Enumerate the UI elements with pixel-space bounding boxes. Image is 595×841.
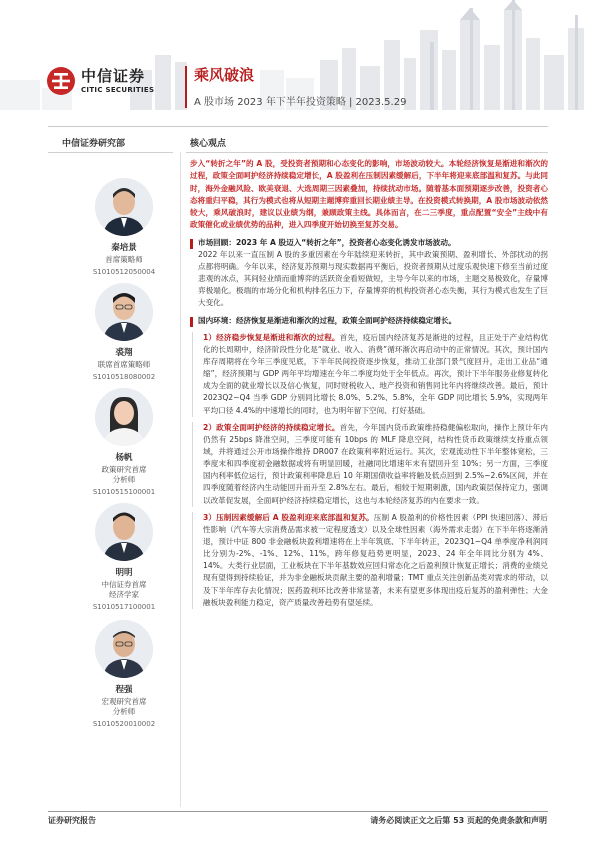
analyst-name: 程强 [115,685,133,695]
header-divider [185,66,187,108]
avatar [95,503,153,561]
avatar [95,178,153,236]
analyst-name: 杨帆 [115,453,133,463]
section-heading: 市场回顾：2023 年 A 股迈入“转折之年”，投资者心态变化诱发市场波动。 [190,237,548,249]
footer-rule [48,811,548,812]
footer-report-type: 证券研究报告 [48,816,96,825]
avatar [95,283,153,341]
section-marker [190,317,193,327]
section-heading: 国内环境：经济恢复是渐进和渐次的过程，政策全面呵护经济持续稳定增长。 [190,315,548,327]
report-subtitle: A 股市场 2023 年下半年投资策略 | 2023.5.29 [194,97,407,108]
core-views-content [190,158,548,609]
avatar [95,388,153,446]
person-icon [95,388,153,446]
section-body: 2022 年以来一直压制 A 股的多重因素在今年陆续迎来转折，其中政策预期、盈利增长、外部扰动的拐点都将明确。今年以来，经济复苏预期与现实数据再平衡后，投资者预期从过度乐观快速下修至当前过度悲观的冰点，其间轻业绩而重博弈的活跃资金看短做短，主导今年以来的市场，主题交易极致化，存量博弈极端化。极端的市场分化和机构排名压力下，存量博弈的机构投资者心态失衡，其行为模式也发生了巨大变化。 [198,249,548,308]
left-heading-rule [48,152,173,153]
analyst-card [70,283,178,381]
analyst-title: 中信证券首席 经济学家 [101,580,147,600]
section-marker [190,239,193,249]
header-rule [48,126,548,127]
subsection-paragraph: 2）政策全面呵护经济的持续稳定增长。首先，今年国内货币政策维持稳健偏松取向，操作上预计年内仍然有 25bps 降准空间，三季度可能有 10bps 的 MLF 降息空间，结构性货币政策继续支持重点领域，并将通过公开市场操作维持 DR007 在政策利率附近运行。其次，宏观流动性下半年整体宽松，三季度末和四季度初金融数据或将有明显回暖，社融同比增速年末有望回升至 10%；另一方面，三季度国内利率低位运行，预计政策利率降息后 10 年期国债收益率将触及低点回到 2.5%~2.6%区间，并在四季度随着经济内生动能回升而升至 2.8%左右。最后，相较于短期刺激，国内政策层保持定力，强调以改革促发展，全面呵护经济持续稳定增长，这也与本轮经济复苏的内在要求一致。 [192,422,548,507]
research-dept-heading: 中信证券研究部 [62,139,126,149]
analyst-name: 明明 [115,568,133,578]
person-icon [95,283,153,341]
analyst-card [70,620,178,728]
analyst-card [70,388,178,496]
core-views-heading: 核心观点 [190,139,227,149]
person-icon [95,503,153,561]
person-icon [95,620,153,678]
analyst-card [70,503,178,611]
summary-paragraph: 步入“转折之年”的 A 股，受投资者预期和心态变化的影响，市场波动较大。本轮经济恢复是渐进和渐次的过程，政策全面呵护经济持续稳定增长，A 股盈利在压制因素缓解后，下半年将迎来底部温和复苏。与此同时，海外金融风险、欧美衰退、大选周期三因素叠加，持续扰动市场。随着基本面预期逐步改善，投资者心态将重归平稳，其行为模式也将从短期主题博弈重回长期业绩主导。在投资模式转换期，A 股市场波动依然较大，乘风破浪时，建议以业绩为纲，兼顾政策主线。具体而言，在二三季度，重点配置“安全”主线中有政策催化或业绩优势的品种，进入四季度开始切换至复苏交易。 [190,159,548,230]
analyst-title: 宏观研究首席 分析师 [101,697,147,717]
analyst-license-id: S1010518080002 [92,373,156,382]
person-icon [95,178,153,236]
analyst-title: 首席策略师 [105,255,143,264]
subsection-paragraph: 1）经济稳步恢复是渐进和渐次的过程。首先，疫后国内经济复苏是渐进的过程，且正处于产业结构优化的长周期中，经济阶段性分化是“就业、收入、消费”循环渐次再启动中的正常情况。其次，预计国内库存周期将在今年三季度见底，下半年民间投资逐步恢复，推动工业部门景气度回升，走出工业品“通缩”，经济预期与 GDP 两年平均增速在今年二季度均处于全年低点。再次，预计下半年服务业修复转化成为全面的就业增长以及信心恢复，同时财税收入、地产投资和销售同比年内将继续改善。最后，预计 2023Q2~Q4 当季 GDP 分别同比增长 8.0%、5.2%、5.8%，全年 GDP 同比增长 5.9%，实现两年平均口径 4.4%的中速增长的同时，也为明年留下空间、打好基础。 [192,332,548,417]
analyst-license-id: S1010512050004 [92,268,156,277]
citic-logo-icon [46,66,76,96]
avatar [95,620,153,678]
analyst-card [70,178,178,276]
report-title: 乘风破浪 [194,66,255,84]
column-divider [180,152,181,807]
analyst-title: 联席首席策略师 [97,360,151,369]
section-market-review [190,237,548,310]
analyst-license-id: S1010515100001 [92,488,156,497]
report-header [0,0,595,118]
right-heading-rule [186,152,548,153]
citic-logo [46,66,154,96]
logo-chinese-name: 中信证券 [81,66,146,85]
analyst-name: 裘翔 [115,348,133,358]
footer-disclaimer-link[interactable]: 请务必阅读正文之后第 53 页起的免责条款和声明 [370,816,547,825]
subsection-paragraph: 3）压制因素缓解后 A 股盈利迎来底部温和复苏。压制 A 股盈利的价格性因素（PPI 快速回落）、滞后性影响（汽车等大宗消费品需求被一定程度透支）以及全球性因素（海外需求走弱）在下半年将逐渐消退，预计中证 800 非金融板块盈利增速将在上半年筑底、下半年转正，2023Q1~Q4 单季度净利润同比分别为-2%、-1%、12%、11%，跨年修复趋势更明显，2023、24 年全年同比分别为 4%、14%。大类行业层面，工业板块在下半年基数效应回归常态化之后盈利预计恢复正增长；消费的业绩兑现有望得到持续验证，并为非金融板块贡献主要的盈利增量；TMT 重点关注创新品类对需求的带动，以及下半年库存去化情况；医药盈利环比改善非常显著，未来有望更多体现出疫后复苏的盈利弹性；大金融板块盈利能力稳定，资产质量改善趋势有望延续。 [192,512,548,609]
analyst-name: 秦培景 [111,243,137,253]
logo-english-name: CITIC SECURITIES [81,85,155,94]
section-domestic-environment [190,315,548,327]
analyst-license-id: S1010520010002 [92,720,156,729]
analyst-license-id: S1010517100001 [92,603,156,612]
analyst-title: 政策研究首席 分析师 [101,465,147,485]
